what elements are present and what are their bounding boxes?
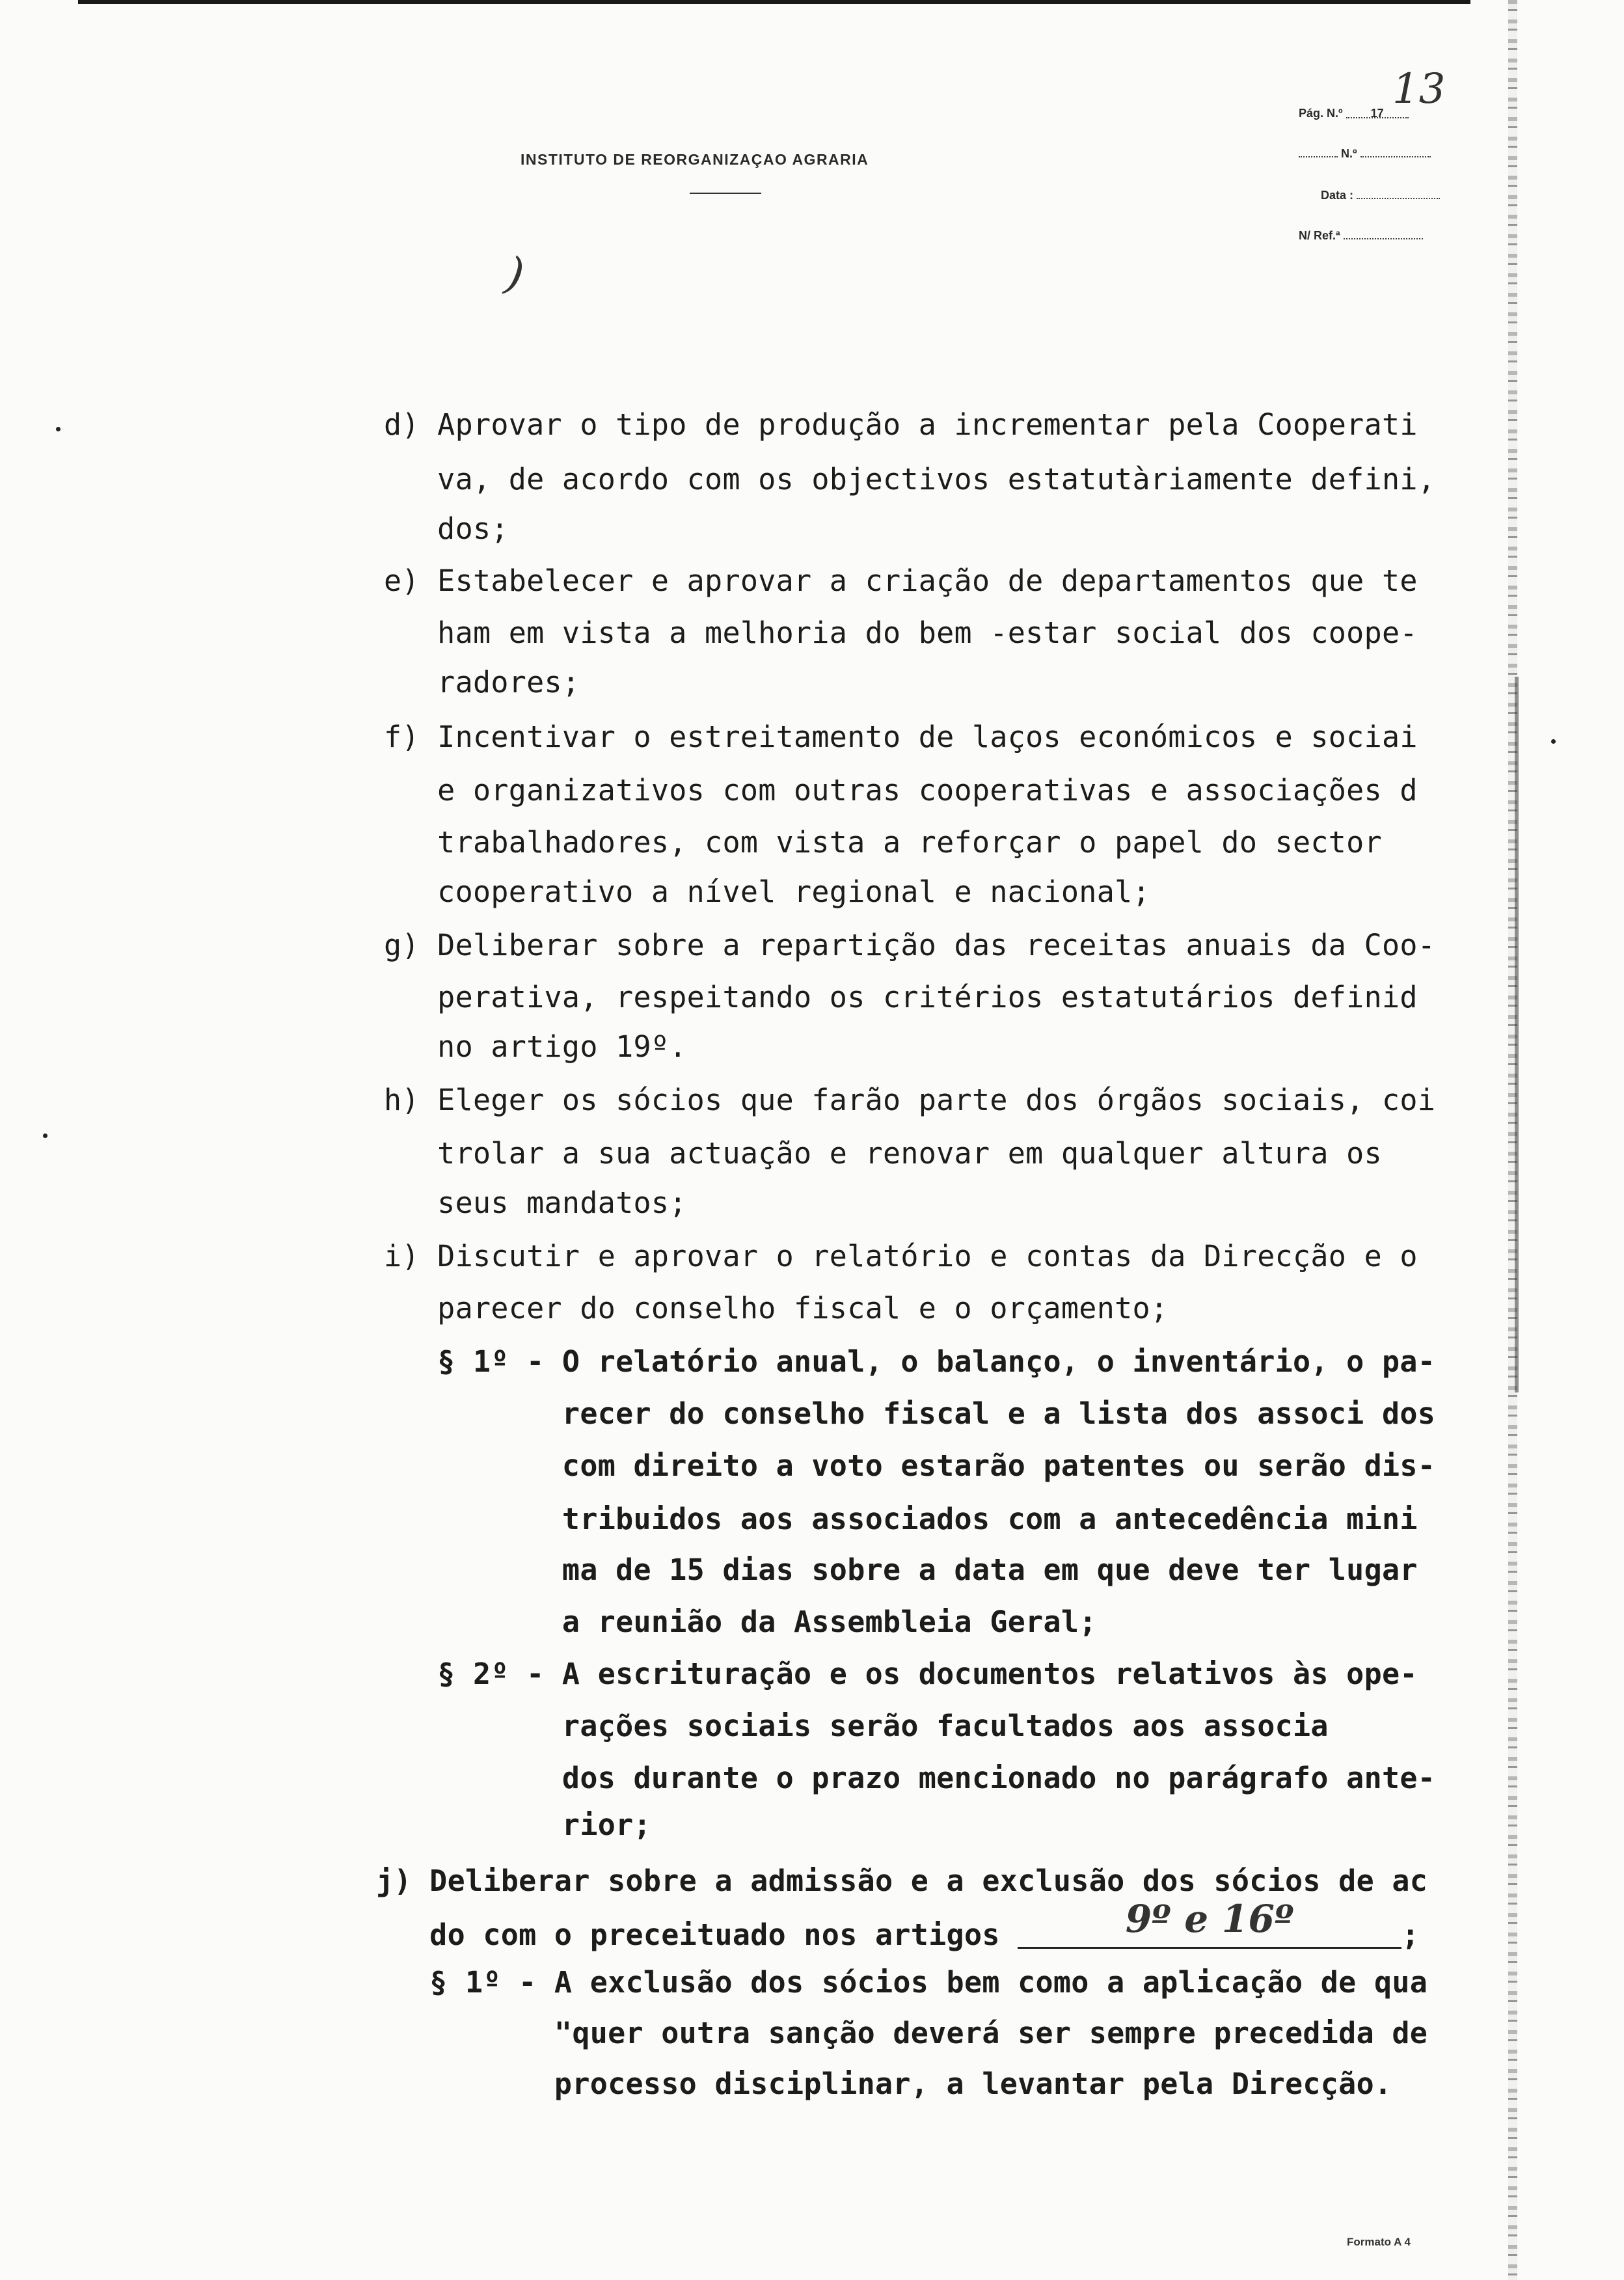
clause-f-line-4: cooperativo a nível regional e nacional; — [384, 875, 1150, 909]
clause-h-line-1: h) Eleger os sócios que farão parte dos órgãos sociais, coi — [384, 1083, 1436, 1117]
scan-speck — [56, 427, 61, 431]
handwritten-page-number: 13 — [1392, 65, 1446, 113]
page-edge-shadow — [1515, 677, 1519, 1392]
clause-i-para1-line-4: tribuidos aos associados com a antecedência mini — [384, 1502, 1418, 1536]
clause-i-para1-line-5: ma de 15 dias sobre a data em que deve ter lugar — [384, 1553, 1418, 1587]
clause-d-line-2: va, de acordo com os objectivos estatutàriamente defini, — [384, 462, 1436, 496]
clause-j-line-2 — [376, 1897, 1420, 1952]
clause-h-line-3: seus mandatos; — [384, 1186, 687, 1220]
scan-speck — [43, 1133, 47, 1138]
meta-number-dots-left — [1299, 146, 1338, 157]
clause-e-line-3: radores; — [384, 665, 580, 699]
clause-d-line-3: dos; — [384, 511, 509, 546]
clause-f-line-2: e organizativos com outras cooperativas e associações d — [384, 773, 1418, 808]
clause-i-para2-line-3: dos durante o prazo mencionado no parágrafo ante- — [384, 1761, 1436, 1795]
meta-number — [1299, 146, 1431, 161]
clause-f-line-3: trabalhadores, com vista a reforçar o papel do sector — [384, 825, 1382, 860]
clause-j-line-1: j) Deliberar sobre a admissão e a exclusão dos sócios de ac — [376, 1864, 1428, 1898]
handwritten-articles-field — [1018, 1897, 1401, 1949]
clause-g-line-2: perativa, respeitando os critérios estatutários definid — [384, 980, 1418, 1014]
clause-i-para2-line-2: rações sociais serão facultados aos associa — [384, 1709, 1329, 1743]
clause-j-para1-line-1: § 1º - A exclusão dos sócios bem como a aplicação de qua — [376, 1965, 1428, 2000]
meta-reference-label: N/ Ref.ª — [1299, 229, 1340, 242]
paper-format-label: Formato A 4 — [1347, 2236, 1411, 2248]
meta-page-label: Pág. N.º — [1299, 107, 1343, 120]
clause-i-line-1: i) Discutir e aprovar o relatório e contas da Direcção e o — [384, 1239, 1418, 1273]
clause-i-para1-line-3: com direito a voto estarão patentes ou serão dis- — [384, 1448, 1436, 1483]
clause-e-line-1: e) Estabelecer e aprovar a criação de departamentos que te — [384, 563, 1418, 598]
top-rule — [78, 0, 1470, 4]
clause-i-para1-line-6: a reunião da Assembleia Geral; — [384, 1605, 1097, 1639]
clause-i-line-2: parecer do conselho fiscal e o orçamento; — [384, 1291, 1169, 1325]
clause-j-line-2-end: ; — [1401, 1918, 1420, 1952]
clause-f-line-1: f) Incentivar o estreitamento de laços económicos e sociai — [384, 720, 1418, 754]
meta-date — [1321, 187, 1440, 202]
clause-i-para1-line-1: § 1º - O relatório anual, o balanço, o inventário, o pa- — [384, 1344, 1436, 1379]
institute-underline — [690, 193, 761, 194]
meta-number-dots — [1360, 146, 1431, 157]
scan-speck — [1551, 739, 1556, 744]
meta-reference — [1299, 228, 1423, 243]
meta-date-dots — [1357, 187, 1440, 199]
clause-i-para2-line-1: § 2º - A escrituração e os documentos relativos às ope- — [384, 1657, 1418, 1691]
meta-date-label: Data : — [1321, 189, 1354, 202]
clause-i-para2-line-4: rior; — [384, 1808, 651, 1842]
margin-mark: ) — [502, 247, 528, 301]
handwritten-articles: 9º e 16º — [1125, 1897, 1294, 1941]
meta-page-value: 17 — [1346, 107, 1409, 118]
clause-j-para1-line-3: processo disciplinar, a levantar pela Direcção. — [376, 2067, 1392, 2101]
clause-e-line-2: ham em vista a melhoria do bem -estar social dos coope- — [384, 616, 1418, 650]
clause-g-line-3: no artigo 19º. — [384, 1029, 687, 1064]
institute-name: INSTITUTO DE REORGANIZAÇAO AGRARIA — [521, 151, 869, 168]
clause-g-line-1: g) Deliberar sobre a repartição das receitas anuais da Coo- — [384, 928, 1436, 962]
clause-j-line-2-text: do com o preceituado nos artigos — [376, 1918, 1000, 1952]
clause-j-para1-line-2: "quer outra sanção deverá ser sempre precedida de — [376, 2016, 1428, 2050]
clause-i-para1-line-2: recer do conselho fiscal e a lista dos associ dos — [384, 1396, 1436, 1431]
meta-reference-dots — [1344, 228, 1423, 239]
clause-h-line-2: trolar a sua actuação e renovar em qualquer altura os — [384, 1136, 1382, 1171]
meta-number-label: N.º — [1341, 147, 1357, 160]
clause-d-line-1: d) Aprovar o tipo de produção a incrementar pela Cooperati — [384, 407, 1418, 442]
